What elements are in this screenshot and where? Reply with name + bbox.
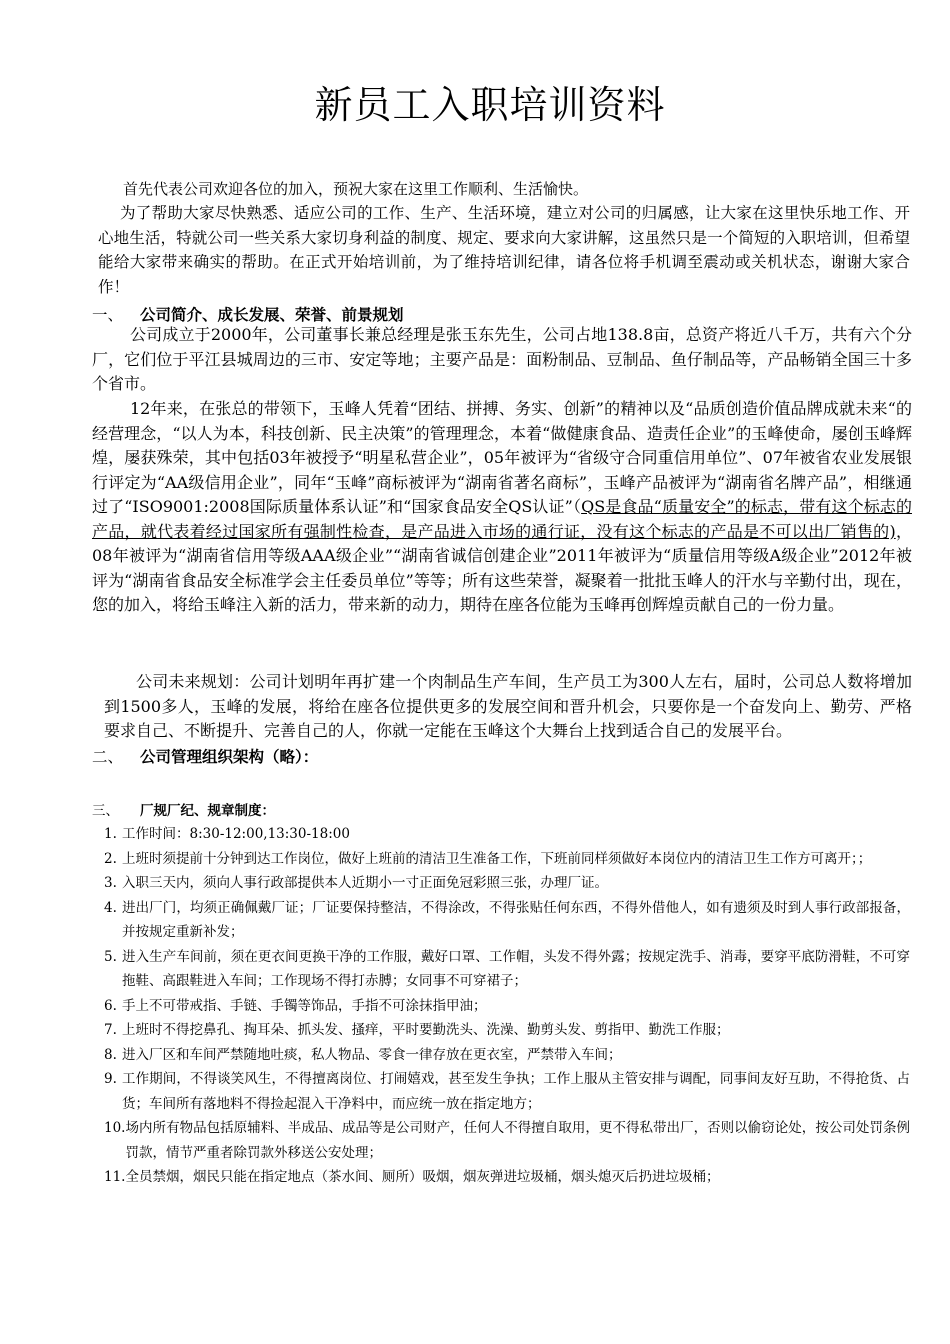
rule-text: 手上不可带戒指、手链、手镯等饰品，手指不可涂抹指甲油； [122,997,487,1014]
rule-text: 入职三天内，须向人事行政部提供本人近期小一寸正面免冠彩照三张，办理厂证。 [122,875,608,891]
document-title: 新员工入职培训资料 [314,83,666,127]
section-3-number: 三、 [92,803,119,819]
rule-number: 4. [104,899,117,916]
honors-text-part-1: 12年来，在张总的带领下，玉峰人凭着“团结、拼搏、务实、创新”的精神以及“品质创造价值品牌成就未来“的经营理念，“以人为本，科技创新、民主决策”的管理理念，本着“做健康食品、造责任企业”的玉峰使命，屡创玉峰辉煌，屡获殊荣，其中包括03年被授予“明星私营企业”，05年被评为“省级守合同重信用单位”、07年被省农业发展银行评定为“AA级信用企业”，同年“玉峰”商标被评为“湖南省著名商标”，玉峰产品被评为“湖南省名牌产品”，相继通过了“ISO9001:2008国际质量体系认证”和“国家食品安全QS认证”（ [92,399,912,516]
intro-paragraph-1: 首先代表公司欢迎各位的加入，预祝大家在这里工作顺利、生活愉快。 [123,180,589,198]
section-3-heading [92,799,275,819]
rule-item [104,871,910,896]
rule-text: 进出厂门，均须正确佩戴厂证；厂证要保持整洁，不得涂改，不得张贴任何东西，不得外借他人，如有遗须及时到人事行政部报备，并按规定重新补发； [122,899,910,940]
section-2-title: 公司管理组织架构（略）： [140,747,319,766]
rule-text: 上班时须提前十分钟到达工作岗位，做好上班前的清洁卫生准备工作，下班前同样须做好本岗位内的清洁卫生工作方可离开；； [122,850,872,867]
rule-number: 9. [104,1071,117,1087]
rule-text: 进入生产车间前，须在更衣间更换干净的工作服，戴好口罩、工作帽，头发不得外露；按规定洗手、消毒，要穿平底防滑鞋，不可穿拖鞋、高跟鞋进入车间；工作现场不得打赤膊；女同事不可穿裙子； [122,948,910,989]
section-3-title: 厂规厂纪、规章制度： [140,803,275,819]
rule-text: 全员禁烟，烟民只能在指定地点（茶水间、厕所）吸烟，烟灰弹进垃圾桶，烟头熄灭后扔进垃圾桶； [125,1169,720,1185]
section-2-heading [92,745,318,767]
section-1-title: 公司简介、成长发展、荣誉、前景规划 [140,305,404,324]
rule-text: 上班时不得挖鼻孔、掏耳朵、抓头发、搔痒，平时要勤洗头、洗澡、勤剪头发、剪指甲、勤洗工作服； [122,1022,730,1038]
rule-number: 11. [104,1169,126,1185]
rule-number: 5. [104,948,117,965]
rule-item [104,945,910,994]
rule-item [104,1165,910,1190]
intro-paragraph-2: 为了帮助大家尽快熟悉、适应公司的工作、生产、生活环境，建立对公司的归属感，让大家在这里快乐地工作、开心地生活，特就公司一些关系大家切身利益的制度、规定、要求向大家讲解，这虽然只是一个简短的入职培训，但希望能给大家带来确实的帮助。在正式开始培训前，为了维持培训纪律，请各位将手机调至震动或关机状态，谢谢大家合作！ [98,204,910,296]
company-honors-paragraph [92,397,912,618]
rules-list [104,822,910,1190]
rule-text: 工作时间：8:30-12:00,13:30-18:00 [122,826,350,842]
rule-item [104,847,910,872]
rule-text: 进入厂区和车间严禁随地吐痰，私人物品、零食一律存放在更衣室，严禁带入车间； [122,1046,622,1063]
rule-item [104,1043,910,1068]
rule-item [104,822,910,847]
section-2-number: 二、 [92,748,124,766]
rule-text: 场内所有物品包括原辅料、半成品、成品等是公司财产，任何人不得擅自取用，更不得私带出厂，否则以偷窃论处，按公司处罚条例罚款，情节严重者除罚款外移送公安处理； [125,1120,910,1161]
rule-number: 8. [104,1046,117,1063]
rule-item [104,994,910,1019]
rule-item [104,1116,910,1165]
rule-number: 3. [104,875,117,891]
rule-text: 工作期间，不得谈笑风生，不得擅离岗位、打闹嬉戏，甚至发生争执；工作上服从主管安排与调配，同事间友好互助，不得抢货、占货；车间所有落地料不得捡起混入干净料中，而应统一放在指定地方； [122,1071,910,1112]
rule-item [104,1067,910,1116]
company-intro-paragraph: 公司成立于2000年，公司董事长兼总经理是张玉东先生，公司占地138.8亩，总资产将近八千万，共有六个分厂，它们位于平江县城周边的三市、安定等地；主要产品是：面粉制品、豆制品、鱼仔制品等，产品畅销全国三十多个省市。 [92,325,912,393]
rule-item [104,1018,910,1043]
rule-item [104,896,910,945]
honors-text-part-2: ，08年被评为“湖南省信用等级AAA级企业”“湖南省诚信创建企业”2011年被评为“质量信用等级A级企业”2012年被评为“湖南省食品安全标准学会主任委员单位”等等；所有这些荣誉，凝聚着一批批玉峰人的汗水与辛勤付出，现在，您的加入，将给玉峰注入新的活力，带来新的动力，期待在座各位能为玉峰再创辉煌贡献自己的一份力量。 [92,521,912,614]
rule-number: 1. [104,826,117,842]
future-plan-paragraph: 公司未来规划：公司计划明年再扩建一个肉制品生产车间，生产员工为300人左右，届时，公司总人数将增加到1500多人，玉峰的发展，将给在座各位提供更多的发展空间和晋升机会，只要你是一个奋发向上、勤劳、严格要求自己、不断提升、完善自己的人，你就一定能在玉峰这个大舞台上找到适合自己的发展平台。 [104,672,912,740]
rule-number: 6. [104,997,117,1014]
qs-explanation-underlined: QS是食品“质量安全”的标志，带有这个标志的产品，就代表着经过国家所有强制性检查，是产品进入市场的通行证，没有这个标志的产品是不可以出厂销售的) [92,497,912,541]
rule-number: 10. [104,1120,126,1136]
rule-number: 2. [104,850,117,867]
rule-number: 7. [104,1022,117,1038]
section-1-heading [92,303,404,325]
section-1-number: 一、 [92,306,124,324]
